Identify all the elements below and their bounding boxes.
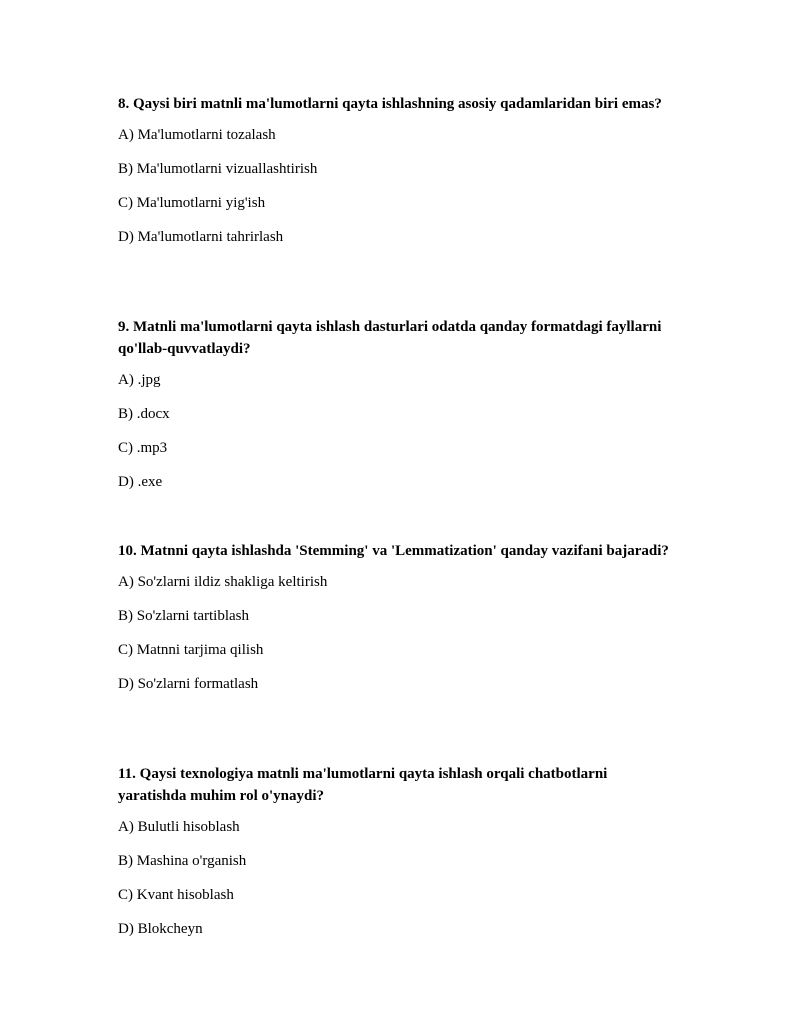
question-title: 8. Qaysi biri matnli ma'lumotlarni qayta ishlashning asosiy qadamlaridan biri emas?	[118, 96, 662, 112]
option-a: A) Bulutli hisoblash	[118, 819, 240, 835]
answer-options	[118, 125, 678, 247]
option-c: C) Kvant hisoblash	[118, 887, 234, 903]
option-a: A) .jpg	[118, 372, 161, 388]
option-d: D) Ma'lumotlarni tahrirlash	[118, 229, 284, 245]
option-c: C) .mp3	[118, 440, 168, 456]
option-d: D) So'zlarni formatlash	[118, 676, 259, 692]
option-c: C) Matnni tarjima qilish	[118, 642, 264, 658]
question-11	[118, 763, 678, 953]
question-10	[118, 540, 678, 708]
option-d: D) .exe	[118, 474, 163, 490]
answer-options	[118, 572, 678, 694]
question-title: 10. Matnni qayta ishlashda 'Stemming' va 'Lemmatization' qanday vazifani bajaradi?	[118, 543, 669, 559]
option-c: C) Ma'lumotlarni yig'ish	[118, 195, 266, 211]
question-9	[118, 316, 678, 506]
option-b: B) So'zlarni tartiblash	[118, 608, 250, 624]
option-b: B) Ma'lumotlarni vizuallashtirish	[118, 161, 318, 177]
question-8	[118, 93, 678, 261]
option-a: A) Ma'lumotlarni tozalash	[118, 127, 276, 143]
option-d: D) Blokcheyn	[118, 921, 203, 937]
question-title: 9. Matnli ma'lumotlarni qayta ishlash dasturlari odatda qanday formatdagi fayllarni qo'llab-quvvatlaydi?	[118, 319, 662, 357]
option-b: B) Mashina o'rganish	[118, 853, 247, 869]
option-b: B) .docx	[118, 406, 170, 422]
option-a: A) So'zlarni ildiz shakliga keltirish	[118, 574, 328, 590]
answer-options	[118, 817, 678, 939]
answer-options	[118, 370, 678, 492]
question-title: 11. Qaysi texnologiya matnli ma'lumotlarni qayta ishlash orqali chatbotlarni yaratishda muhim rol o'ynaydi?	[118, 766, 608, 804]
